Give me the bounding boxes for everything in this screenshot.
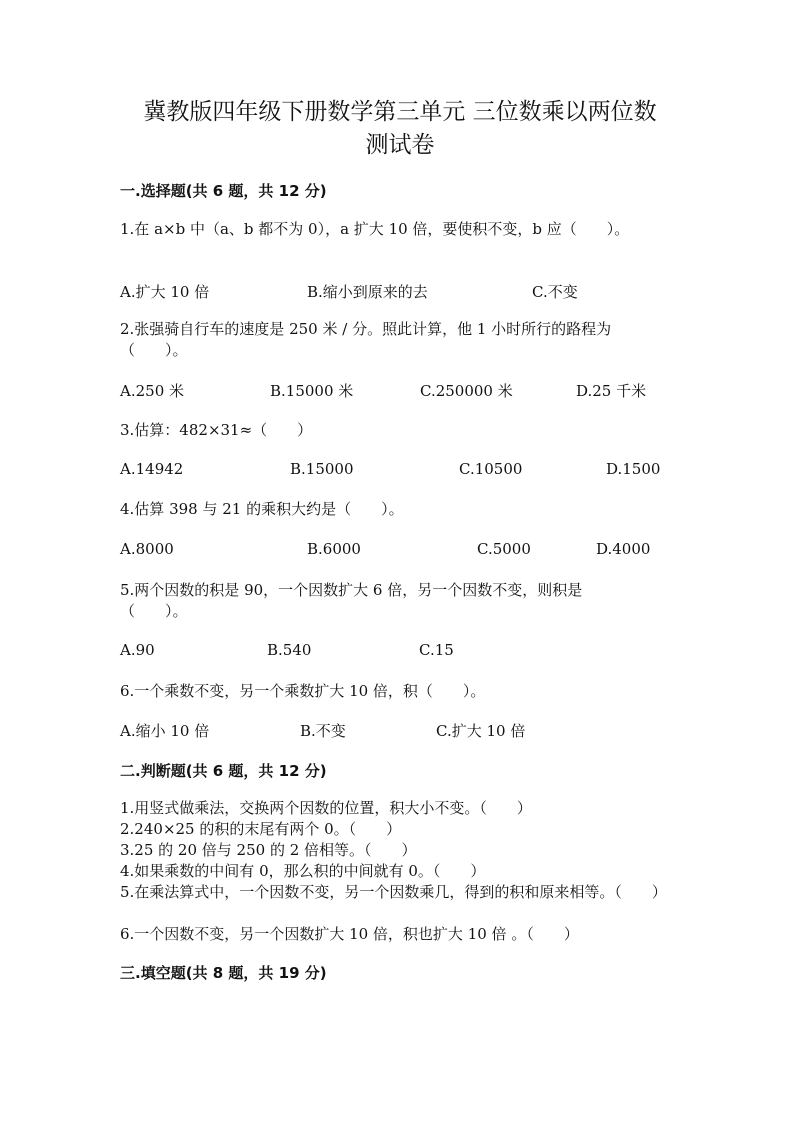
q4-option-c: C.5000	[477, 540, 531, 558]
q3-option-a: A.14942	[120, 460, 184, 478]
q2-option-a: A.250 米	[120, 382, 184, 400]
question-4: 4.估算 398 与 21 的乘积大约是（ ）。	[120, 500, 404, 518]
section-heading-choice: 一.选择题(共 6 题，共 12 分)	[120, 182, 327, 200]
tf-item-5: 5.在乘法算式中，一个因数不变，另一个因数乘几，得到的积和原来相等。（ ）	[120, 883, 667, 901]
question-2: 2.张强骑自行车的速度是 250 米 / 分。照此计算，他 1 小时所行的路程为（ ）。	[120, 320, 612, 359]
q4-option-d: D.4000	[596, 540, 651, 558]
question-5: 5.两个因数的积是 90，一个因数扩大 6 倍，另一个因数不变，则积是（ ）。	[120, 581, 583, 620]
q5-option-a: A.90	[120, 641, 155, 659]
title-line-1: 冀教版四年级下册数学第三单元 三位数乘以两位数	[143, 99, 657, 125]
q5-option-b: B.540	[267, 641, 312, 659]
question-6: 6.一个乘数不变，另一个乘数扩大 10 倍，积（ ）。	[120, 682, 486, 700]
q2-option-c: C.250000 米	[420, 382, 513, 400]
q1-option-b: B.缩小到原来的去	[307, 283, 428, 301]
q2-option-b: B.15000 米	[270, 382, 354, 400]
q5-option-c: C.15	[419, 641, 454, 659]
q3-option-c: C.10500	[459, 460, 523, 478]
q6-option-a: A.缩小 10 倍	[120, 722, 210, 740]
q3-option-b: B.15000	[290, 460, 354, 478]
q4-option-a: A.8000	[120, 540, 174, 558]
tf-item-3: 3.25 的 20 倍与 250 的 2 倍相等。（ ）	[120, 841, 417, 859]
q6-option-b: B.不变	[300, 722, 346, 740]
section-heading-true-false: 二.判断题(共 6 题，共 12 分)	[120, 762, 327, 780]
q3-option-d: D.1500	[606, 460, 661, 478]
tf-item-2: 2.240×25 的积的末尾有两个 0。（ ）	[120, 820, 402, 838]
question-3: 3.估算：482×31≈（ ）	[120, 421, 313, 439]
tf-item-1: 1.用竖式做乘法，交换两个因数的位置，积大小不变。（ ）	[120, 799, 532, 817]
q4-option-b: B.6000	[307, 540, 361, 558]
document-title	[0, 96, 800, 162]
q1-option-c: C.不变	[532, 283, 578, 301]
tf-item-4: 4.如果乘数的中间有 0，那么积的中间就有 0。（ ）	[120, 862, 486, 880]
title-line-2: 测试卷	[365, 132, 435, 158]
section-heading-fill-blank: 三.填空题(共 8 题，共 19 分)	[120, 964, 327, 982]
q1-option-a: A.扩大 10 倍	[120, 283, 210, 301]
q6-option-c: C.扩大 10 倍	[436, 722, 526, 740]
tf-item-6: 6.一个因数不变，另一个因数扩大 10 倍，积也扩大 10 倍 。（ ）	[120, 925, 579, 943]
question-1: 1.在 a×b 中（a、b 都不为 0），a 扩大 10 倍，要使积不变，b 应（ ）。	[120, 220, 630, 238]
q2-option-d: D.25 千米	[576, 382, 647, 400]
